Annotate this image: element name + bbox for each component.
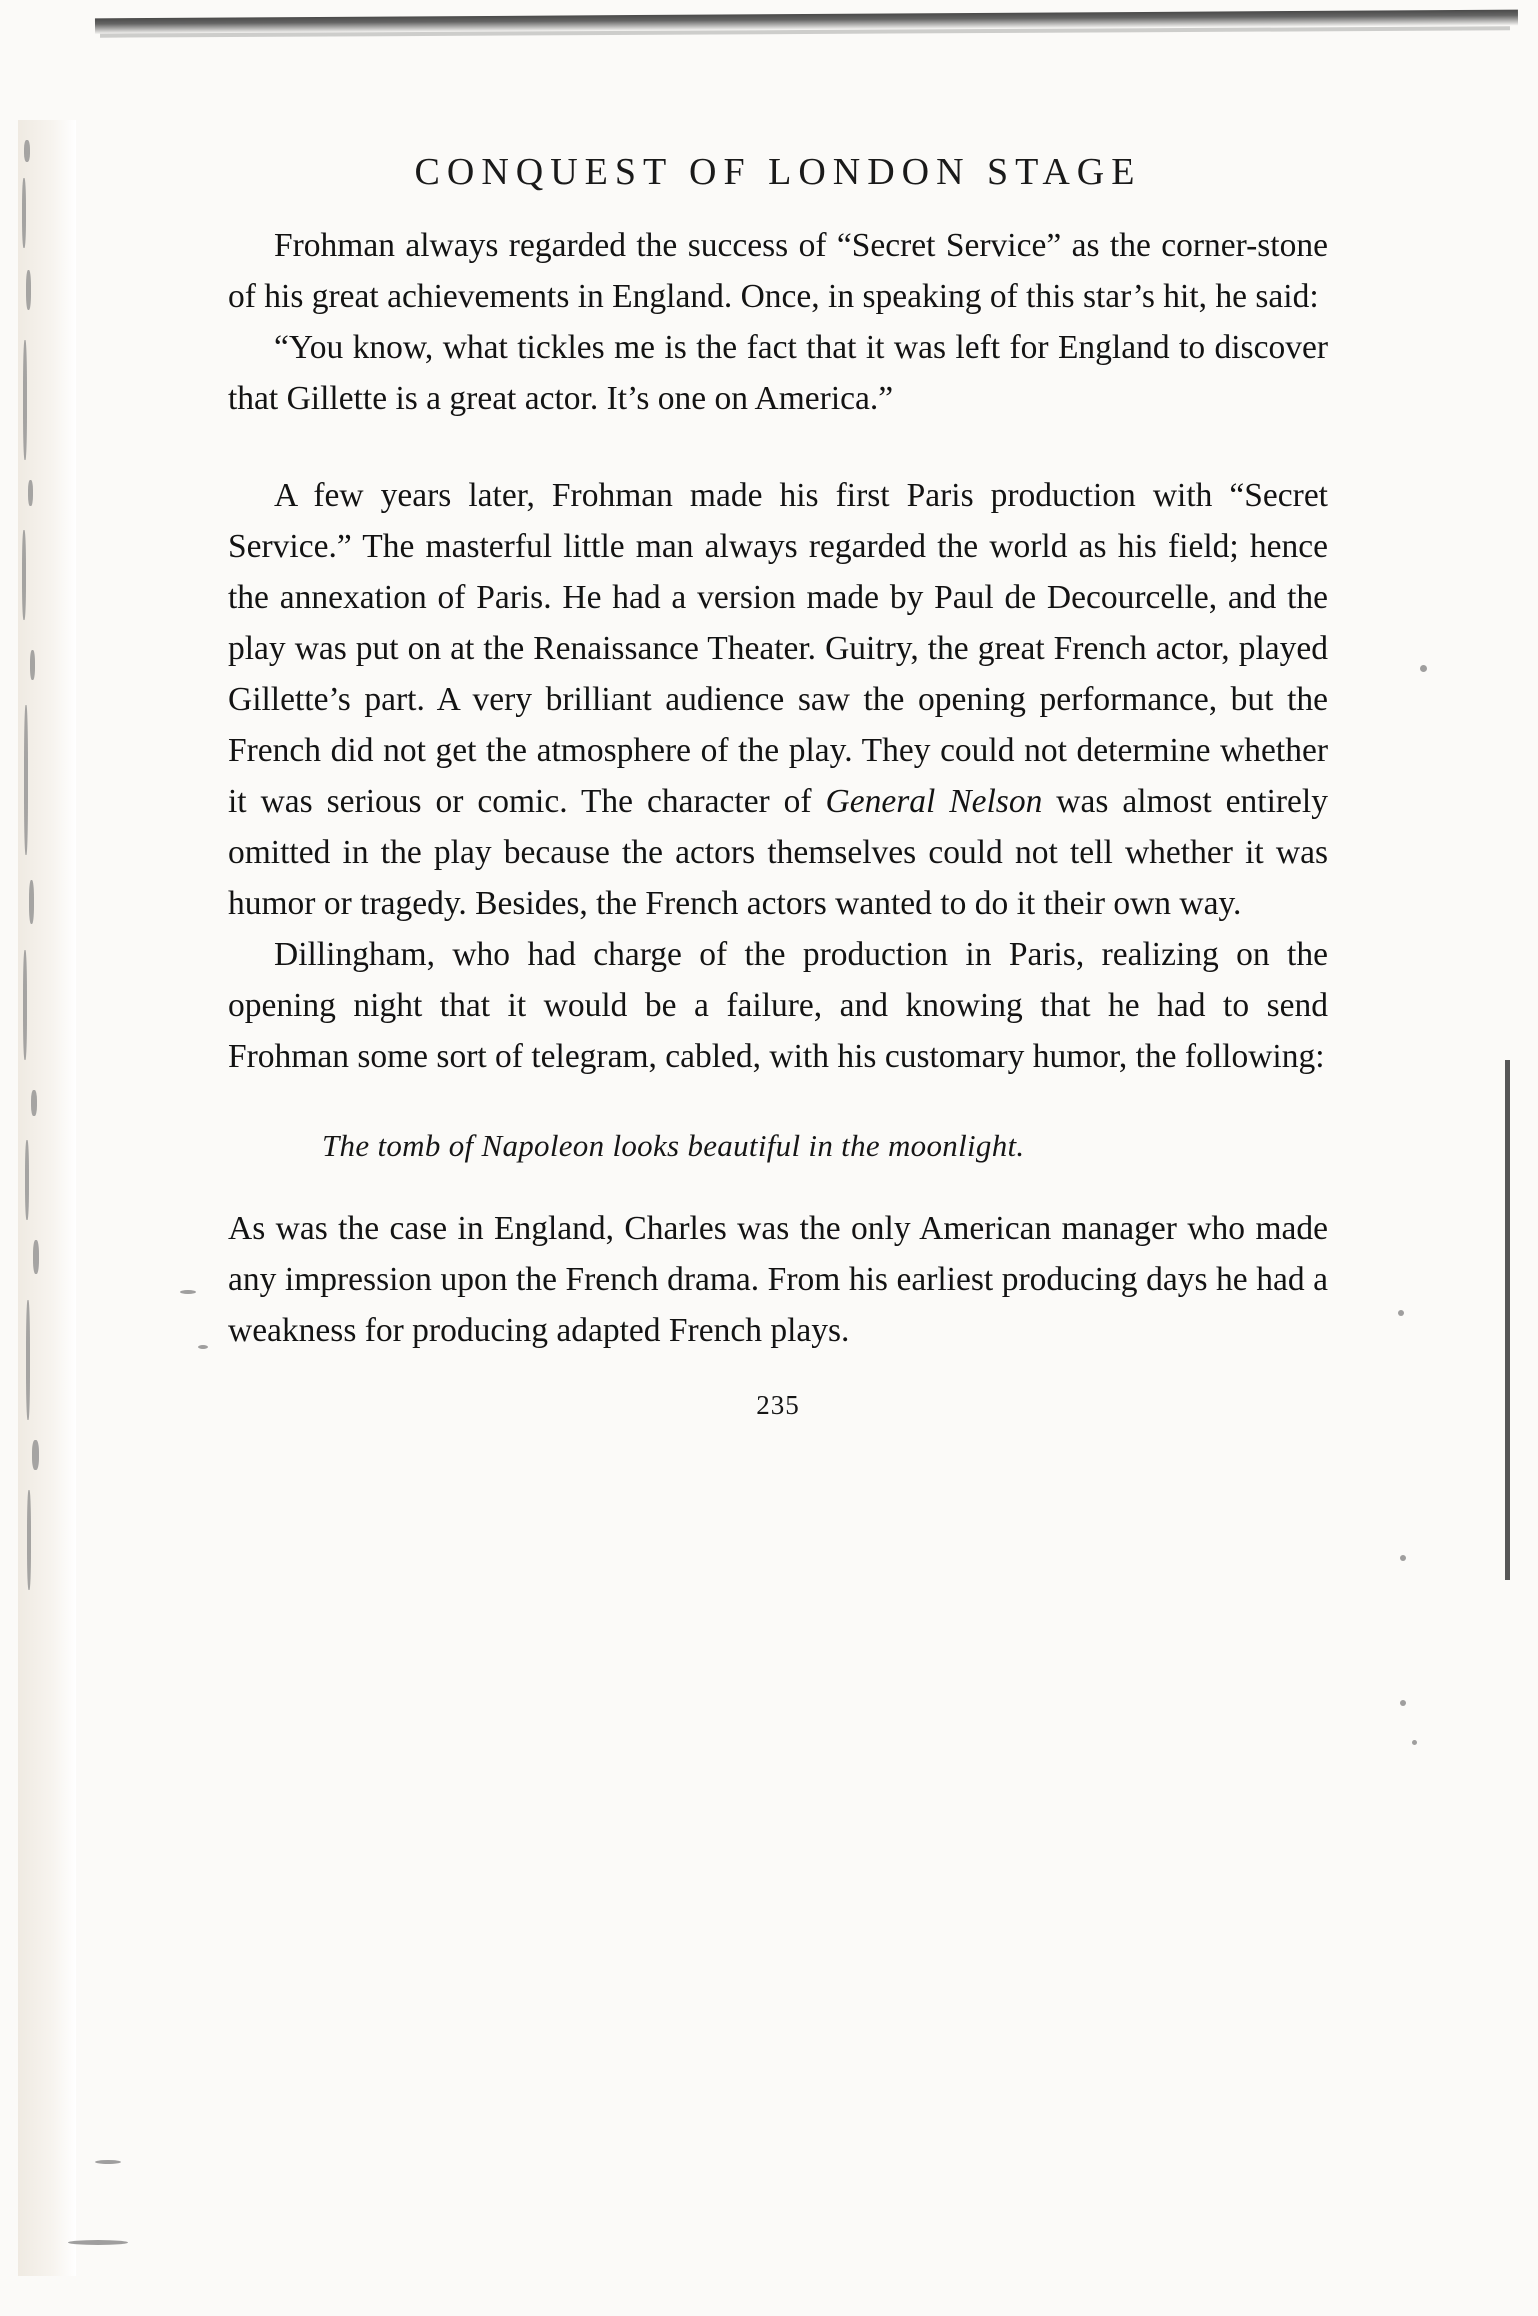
running-head: CONQUEST OF LONDON STAGE — [414, 151, 1142, 193]
scan-speck — [1420, 665, 1427, 672]
telegram-quote-text: The tomb of Napoleon looks beautiful in the moonlight. — [322, 1128, 1025, 1163]
scan-speck — [198, 1345, 208, 1349]
play-character-name: General Nelson — [825, 783, 1043, 820]
paragraph-5 — [228, 1203, 1328, 1356]
scan-speck — [1400, 1700, 1406, 1706]
scan-speck — [1398, 1310, 1404, 1316]
paragraph-3 — [228, 470, 1328, 929]
scan-speck — [180, 1290, 196, 1294]
paragraph-4-text: Dillingham, who had charge of the production in Paris, realizing on the opening night that it would be a failure, and knowing that he had to send Frohman some sort of telegram, cabled, with his customary humor, the following: — [228, 936, 1328, 1075]
paragraph-3-text-part-1: A few years later, Frohman made his first Paris production with “Secret Service.” The masterful little man always regarded the world as his field; hence the annexation of Paris. He had a version made by Paul de Decourcelle, and the play was put on at the Renaissance Theater. Guitry, the great French actor, played Gillette’s part. A very brilliant audience saw the opening performance, but the French did not get the atmosphere of the play. They could not determine whether it was serious or comic. The character of — [228, 477, 1328, 820]
scan-speck — [68, 2240, 128, 2245]
paragraph-4 — [228, 929, 1328, 1082]
paragraph-5-text: As was the case in England, Charles was the only American manager who made any impression upon the French drama. From his earliest producing days he had a weakness for producing adapted French plays. — [228, 1210, 1328, 1349]
gutter-speckle-group — [20, 130, 66, 2266]
paragraph-3-text-part-2: was almost entirely omitted in the play because the actors themselves could not tell whether it was humor or tragedy. Besides, the French actors wanted to do it their own way. — [228, 783, 1328, 922]
page-number: 235 — [756, 1390, 800, 1420]
telegram-quote — [228, 1122, 1328, 1169]
paragraph-1 — [228, 220, 1328, 322]
page-text-block — [228, 150, 1328, 1421]
paragraph-2-text: “You know, what tickles me is the fact that it was left for England to discover that Gillette is a great actor. It’s one on America.” — [228, 329, 1328, 417]
scan-speck — [1400, 1555, 1406, 1561]
page-right-edge-mark — [1505, 1060, 1510, 1580]
scan-speck — [95, 2160, 121, 2164]
scan-speck — [1412, 1740, 1417, 1745]
paragraph-1-text: Frohman always regarded the success of “Secret Service” as the corner-stone of his great achievements in England. Once, in speaking of this star’s hit, he said: — [228, 227, 1328, 315]
paragraph-2 — [228, 322, 1328, 424]
